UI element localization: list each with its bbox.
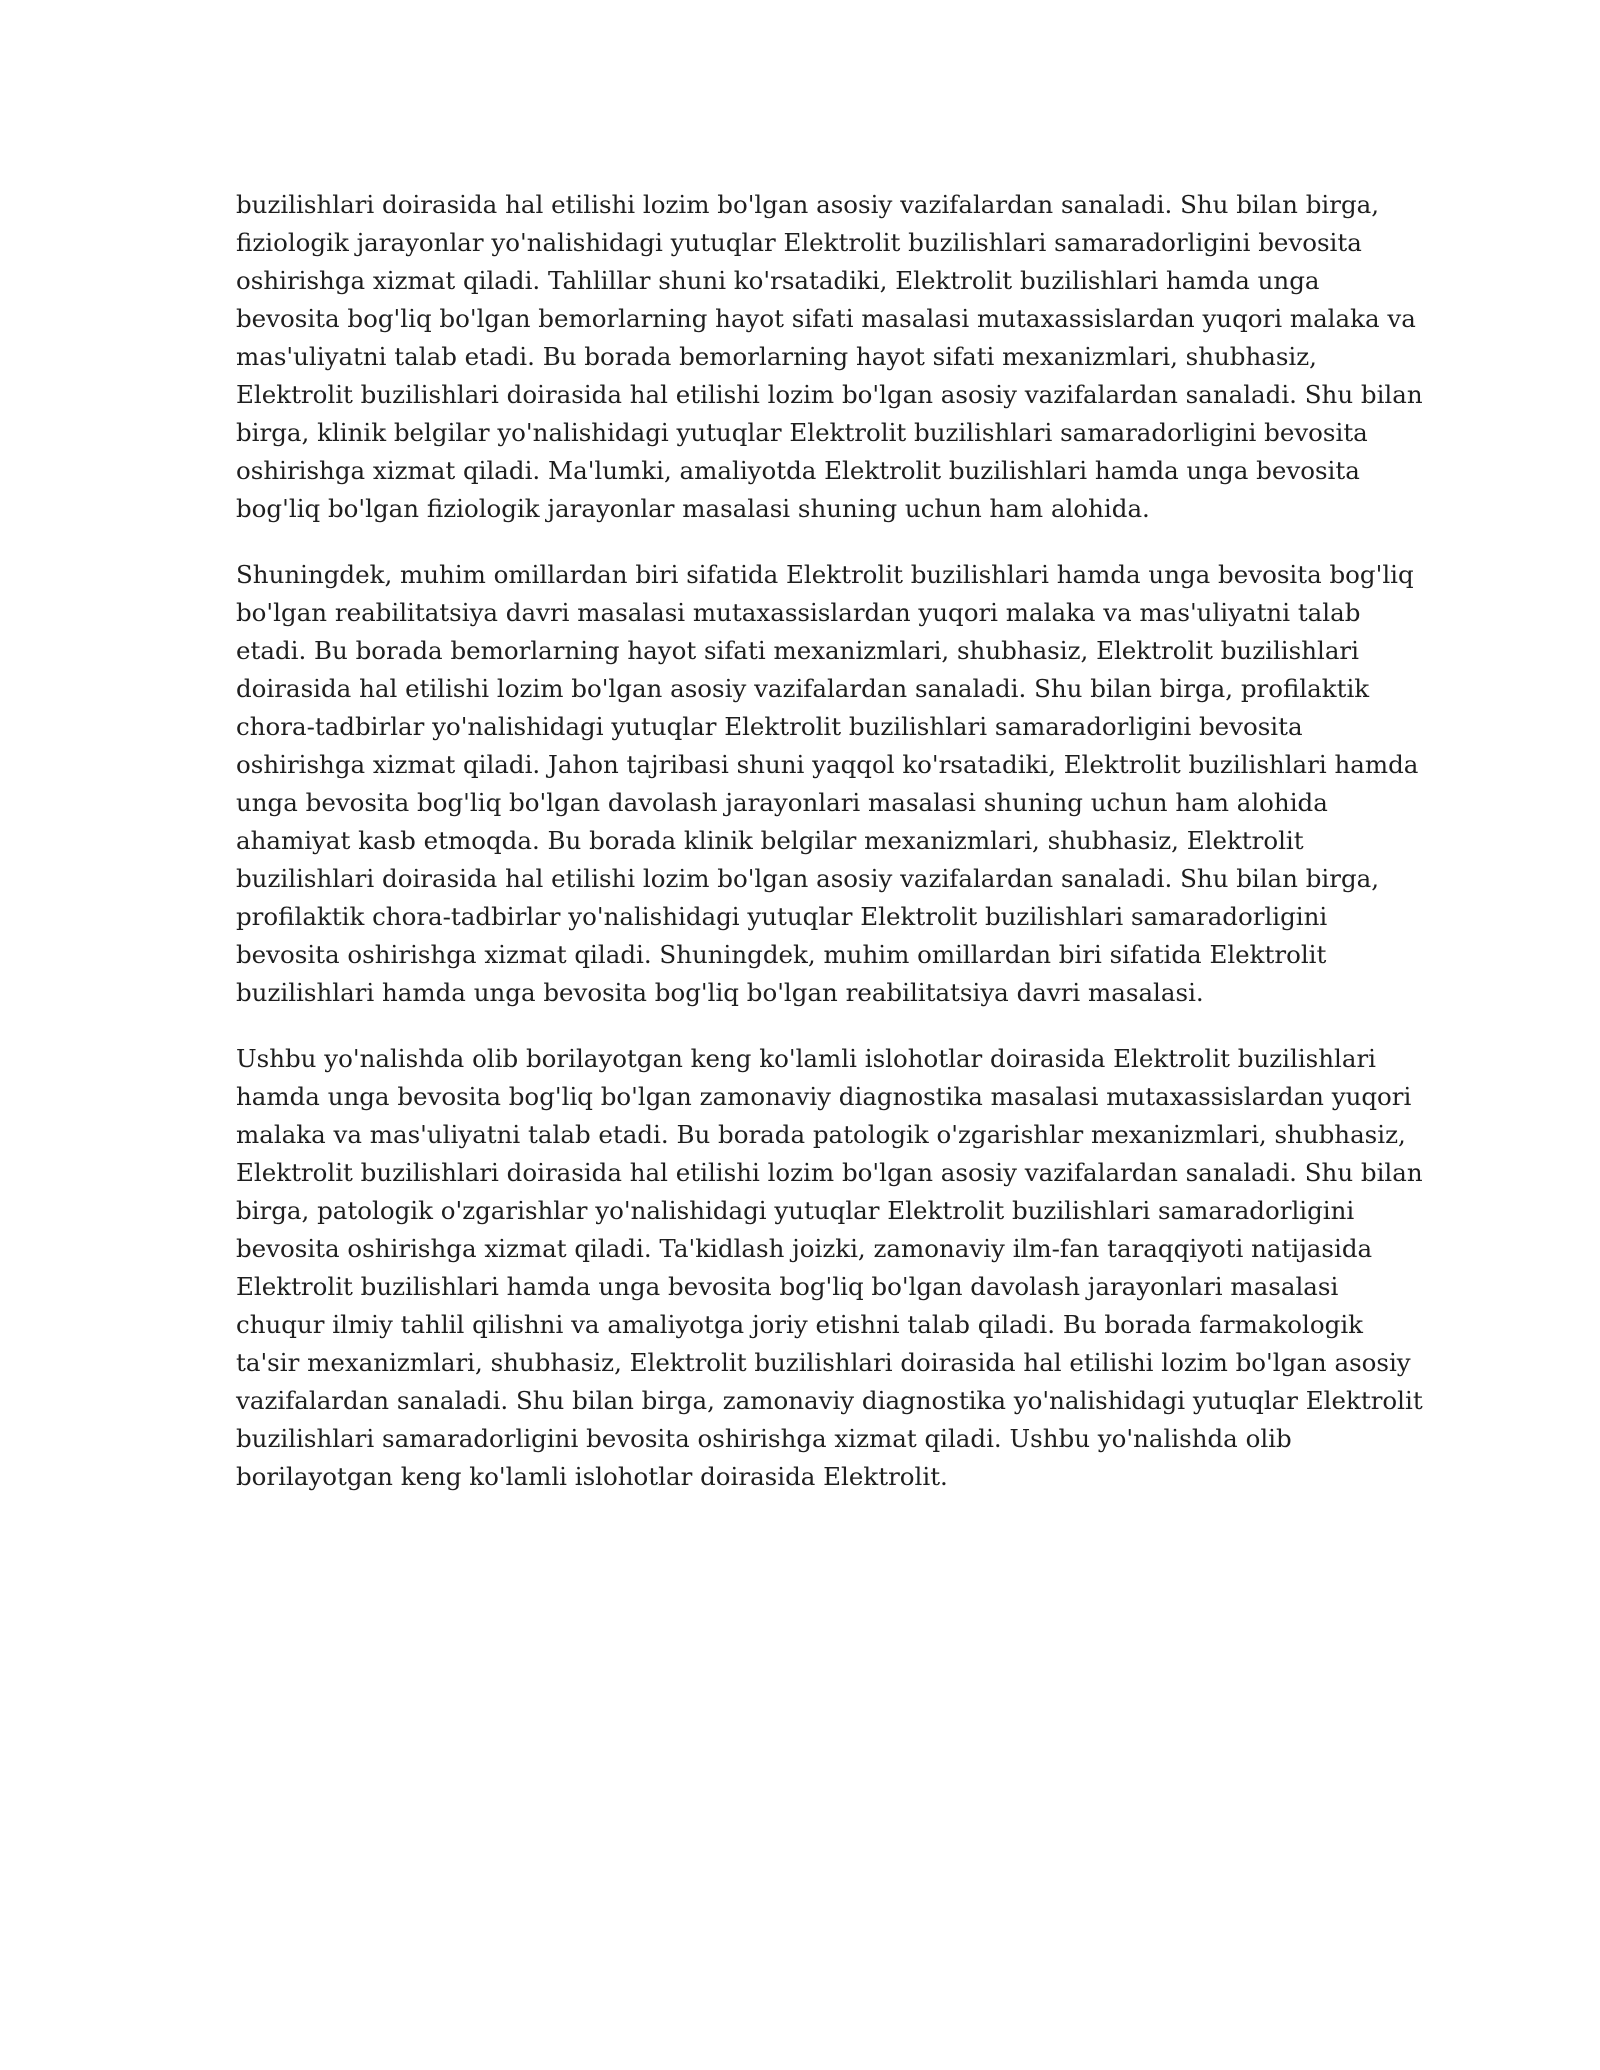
- paragraph-1: [236, 186, 1423, 528]
- text-line: bevosita oshirishga xizmat qiladi. Shuningdek, muhim omillardan biri sifatida Elektrolit: [236, 940, 1327, 969]
- text-line: chuqur ilmiy tahlil qilishni va amaliyotga joriy etishni talab qiladi. Bu borada farmakologik: [236, 1310, 1363, 1339]
- text-line: Shuningdek, muhim omillardan biri sifatida Elektrolit buzilishlari hamda unga bevosita bog'liq: [236, 560, 1414, 589]
- text-line: profilaktik chora-tadbirlar yo'nalishidagi yutuqlar Elektrolit buzilishlari samaradorligini: [236, 902, 1328, 931]
- paragraph-2: [236, 556, 1419, 1012]
- text-line: ta'sir mexanizmlari, shubhasiz, Elektrolit buzilishlari doirasida hal etilishi lozim bo'lgan asosiy: [236, 1348, 1411, 1377]
- text-line: hamda unga bevosita bog'liq bo'lgan zamonaviy diagnostika masalasi mutaxassislardan yuqori: [236, 1082, 1412, 1111]
- text-line: Elektrolit buzilishlari hamda unga bevosita bog'liq bo'lgan davolash jarayonlari masalasi: [236, 1272, 1339, 1301]
- text-line: buzilishlari doirasida hal etilishi lozim bo'lgan asosiy vazifalardan sanaladi. Shu bilan birga,: [236, 190, 1380, 219]
- text-line: bog'liq bo'lgan fiziologik jarayonlar masalasi shuning uchun ham alohida.: [236, 494, 1150, 523]
- text-line: fiziologik jarayonlar yo'nalishidagi yutuqlar Elektrolit buzilishlari samaradorligini bevosita: [236, 228, 1362, 257]
- text-line: vazifalardan sanaladi. Shu bilan birga, zamonaviy diagnostika yo'nalishidagi yutuqlar Elektrolit: [236, 1386, 1423, 1415]
- text-line: oshirishga xizmat qiladi. Tahlillar shuni ko'rsatadiki, Elektrolit buzilishlari hamda unga: [236, 266, 1320, 295]
- text-line: buzilishlari doirasida hal etilishi lozim bo'lgan asosiy vazifalardan sanaladi. Shu bilan birga,: [236, 864, 1380, 893]
- paragraph-3: [236, 1040, 1423, 1496]
- text-line: borilayotgan keng ko'lamli islohotlar doirasida Elektrolit.: [236, 1462, 948, 1491]
- text-line: doirasida hal etilishi lozim bo'lgan asosiy vazifalardan sanaladi. Shu bilan birga, profilaktik: [236, 674, 1370, 703]
- text-line: bevosita oshirishga xizmat qiladi. Ta'kidlash joizki, zamonaviy ilm-fan taraqqiyoti natijasida: [236, 1234, 1373, 1263]
- body-text: [236, 186, 1423, 1524]
- text-line: unga bevosita bog'liq bo'lgan davolash jarayonlari masalasi shuning uchun ham alohida: [236, 788, 1328, 817]
- text-line: mas'uliyatni talab etadi. Bu borada bemorlarning hayot sifati mexanizmlari, shubhasiz,: [236, 342, 1317, 371]
- text-line: Elektrolit buzilishlari doirasida hal etilishi lozim bo'lgan asosiy vazifalardan sanaladi. Shu bilan: [236, 1158, 1423, 1187]
- text-line: birga, patologik o'zgarishlar yo'nalishidagi yutuqlar Elektrolit buzilishlari samaradorligini: [236, 1196, 1355, 1225]
- text-line: malaka va mas'uliyatni talab etadi. Bu borada patologik o'zgarishlar mexanizmlari, shubhasiz,: [236, 1120, 1406, 1149]
- text-line: bevosita bog'liq bo'lgan bemorlarning hayot sifati masalasi mutaxassislardan yuqori malaka va: [236, 304, 1416, 333]
- text-line: oshirishga xizmat qiladi. Jahon tajribasi shuni yaqqol ko'rsatadiki, Elektrolit buzilishlari hamda: [236, 750, 1419, 779]
- text-line: Elektrolit buzilishlari doirasida hal etilishi lozim bo'lgan asosiy vazifalardan sanaladi. Shu bilan: [236, 380, 1423, 409]
- text-line: Ushbu yo'nalishda olib borilayotgan keng ko'lamli islohotlar doirasida Elektrolit buzilishlari: [236, 1044, 1377, 1073]
- text-line: buzilishlari hamda unga bevosita bog'liq bo'lgan reabilitatsiya davri masalasi.: [236, 978, 1204, 1007]
- text-line: birga, klinik belgilar yo'nalishidagi yutuqlar Elektrolit buzilishlari samaradorligini bevosita: [236, 418, 1368, 447]
- text-line: oshirishga xizmat qiladi. Ma'lumki, amaliyotda Elektrolit buzilishlari hamda unga bevosita: [236, 456, 1360, 485]
- text-line: bo'lgan reabilitatsiya davri masalasi mutaxassislardan yuqori malaka va mas'uliyatni talab: [236, 598, 1361, 627]
- text-line: buzilishlari samaradorligini bevosita oshirishga xizmat qiladi. Ushbu yo'nalishda olib: [236, 1424, 1292, 1453]
- text-line: chora-tadbirlar yo'nalishidagi yutuqlar Elektrolit buzilishlari samaradorligini bevosita: [236, 712, 1303, 741]
- text-line: ahamiyat kasb etmoqda. Bu borada klinik belgilar mexanizmlari, shubhasiz, Elektrolit: [236, 826, 1304, 855]
- text-line: etadi. Bu borada bemorlarning hayot sifati mexanizmlari, shubhasiz, Elektrolit buzilishlari: [236, 636, 1359, 665]
